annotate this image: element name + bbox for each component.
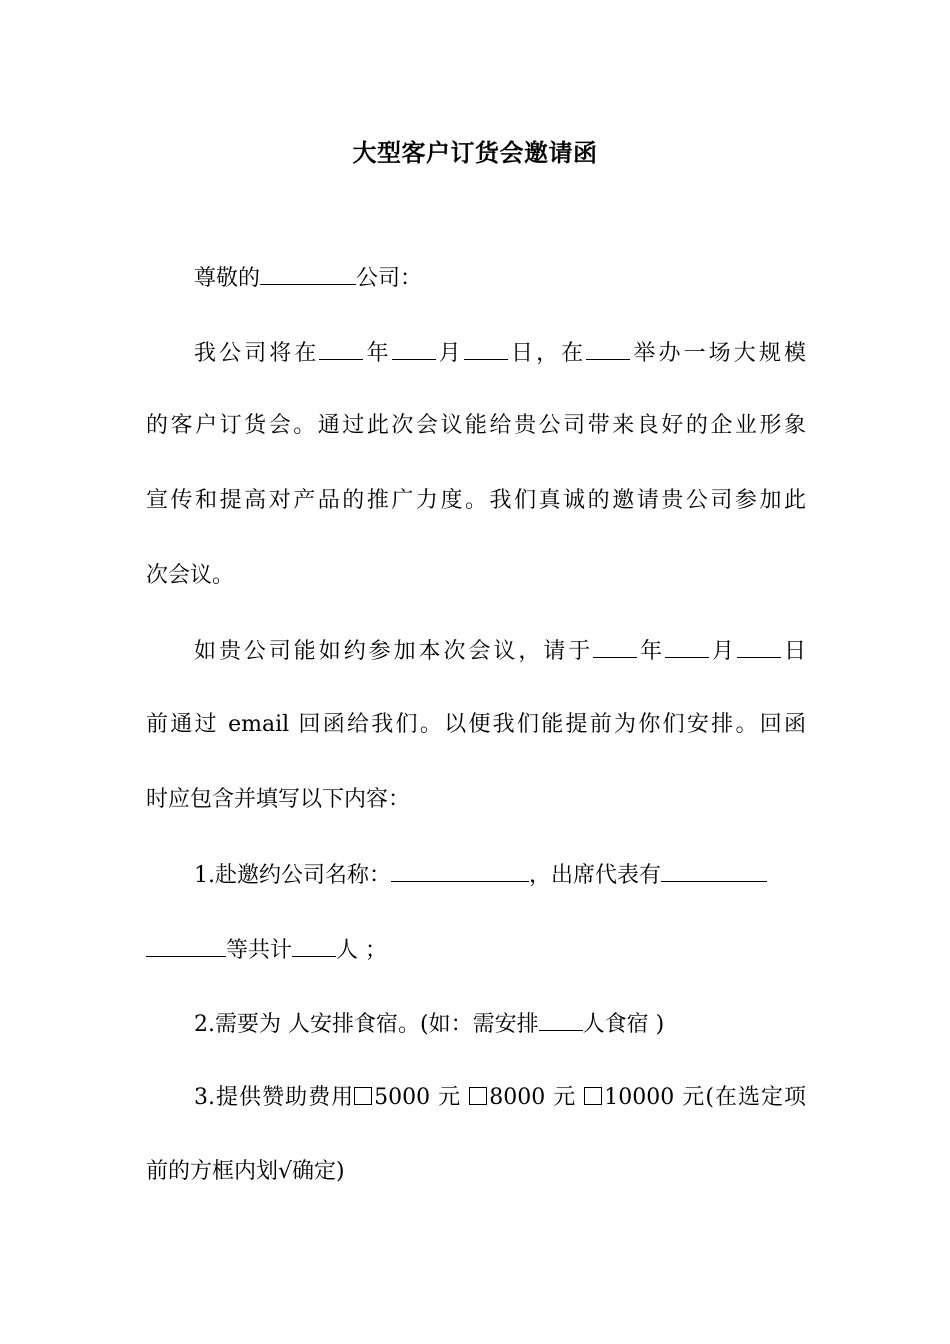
para1-line3: 宣传和提高对产品的推广力度。我们真诚的邀请贵公司参加此	[146, 488, 806, 513]
item1-text-d: 人 ；	[336, 938, 388, 963]
document-title: 大型客户订货会邀请函	[352, 138, 598, 167]
para1-text-b: 年	[363, 341, 392, 366]
para2-line2: 前通过 email 回函给我们。以便我们能提前为你们安排。回函	[146, 712, 806, 737]
salutation-suffix: 公司：	[356, 266, 423, 291]
item2-text-a: 2.需要为 人安排食宿。(如：需安排	[194, 1012, 539, 1037]
company-name-blank[interactable]	[260, 262, 356, 285]
item2-text-b: 人食宿 )	[582, 1012, 665, 1037]
day-blank[interactable]	[464, 337, 508, 360]
para2-line3: 时应包含并填写以下内容：	[146, 787, 411, 812]
para1-text-c: 月	[435, 341, 464, 366]
para2-text-a: 如贵公司能如约参加本次会议，请于	[194, 639, 594, 664]
reply-day-blank[interactable]	[737, 635, 781, 658]
para2-text-c: 月	[709, 639, 738, 664]
item2-line	[146, 1008, 806, 1040]
para2-text-b: 年	[637, 639, 666, 664]
item1-line2	[146, 934, 806, 966]
item3-line1	[146, 1083, 806, 1113]
para1-line2: 的客户订货会。通过此次会议能给贵公司带来良好的企业形象	[146, 413, 806, 438]
representatives-field-cont[interactable]	[146, 934, 226, 957]
reply-month-blank[interactable]	[665, 635, 709, 658]
para2-line1	[146, 635, 806, 667]
venue-blank[interactable]	[586, 337, 630, 360]
sponsor-5000-checkbox[interactable]	[354, 1087, 372, 1105]
para1-text-a: 我公司将在	[194, 341, 320, 366]
representatives-field[interactable]	[661, 859, 767, 882]
attendee-count-field[interactable]	[292, 934, 336, 957]
lodging-count-field[interactable]	[539, 1008, 583, 1031]
para2-text-d: 日	[781, 639, 806, 664]
sponsor-8000-label: 8000 元	[489, 1085, 577, 1110]
item1-text-a: 1.赴邀约公司名称：	[194, 863, 391, 888]
para1-line1	[146, 337, 806, 369]
reply-year-blank[interactable]	[593, 635, 637, 658]
month-blank[interactable]	[392, 337, 436, 360]
item3-line2: 前的方框内划√确定)	[146, 1159, 345, 1184]
item1-text-c: 等共计	[226, 938, 293, 963]
item1-line1	[146, 859, 806, 891]
item3-prefix: 3.提供赞助费用	[194, 1085, 355, 1110]
para1-text-e: 举办一场大规模	[630, 341, 806, 366]
para1-text-d: 日，在	[507, 341, 587, 366]
company-name-field[interactable]	[391, 859, 529, 882]
salutation	[146, 262, 806, 294]
salutation-prefix: 尊敬的	[194, 266, 261, 291]
sponsor-10000-label: 10000 元(在选定项	[604, 1085, 807, 1110]
sponsor-5000-label: 5000 元	[374, 1085, 462, 1110]
year-blank[interactable]	[319, 337, 363, 360]
sponsor-10000-checkbox[interactable]	[584, 1087, 602, 1105]
sponsor-8000-checkbox[interactable]	[469, 1087, 487, 1105]
para1-line4: 次会议。	[146, 563, 235, 588]
item1-text-b: ，出席代表有	[529, 863, 662, 888]
